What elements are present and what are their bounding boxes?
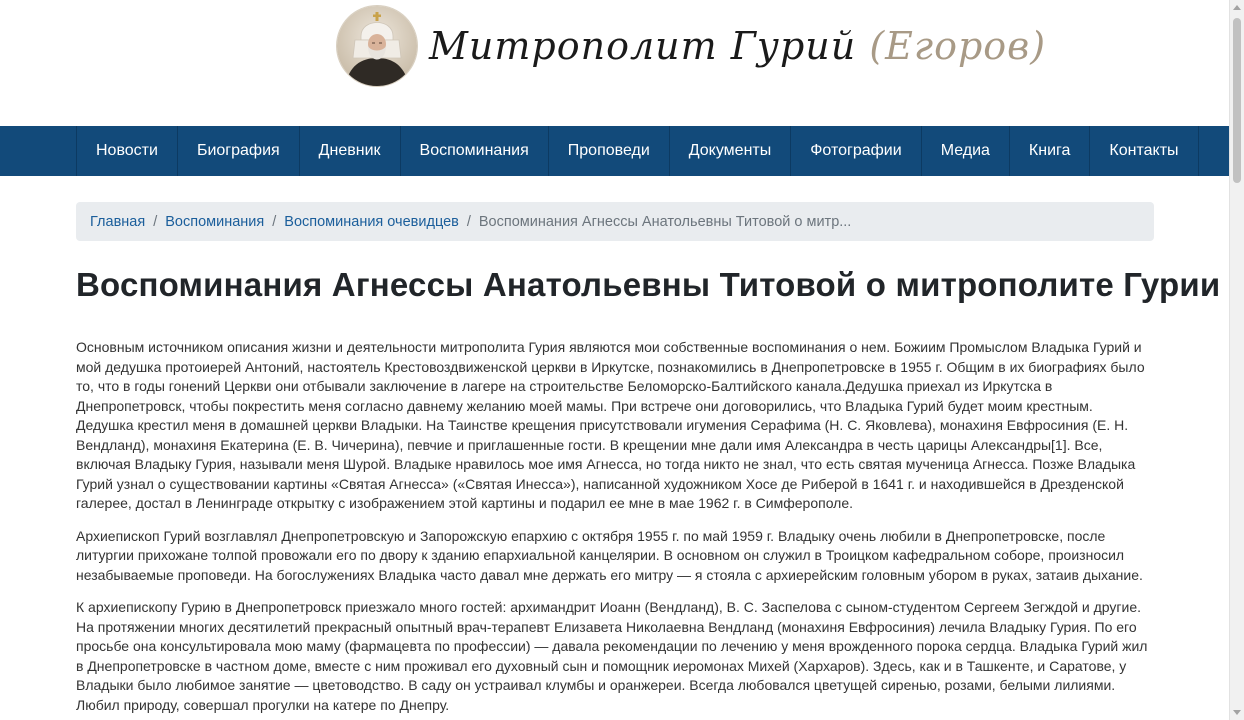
article-paragraph: К архиепископу Гурию в Днепропетровск приезжало много гостей: архимандрит Иоанн (Вендланд), В. С. Заспелова с сыном-студентом Сергеем Зегждой и другие. На протяжении многих десятилетий прекрасный опытный врач-терапевт Елизавета Николаевна Вендланд (монахиня Евфросиния) лечила Владыку Гурия. По его просьбе она консультировала мою маму (фармацевта по профессии) — давала рекомендации по лечению у меня врожденного порока сердца. Владыка Гурий жил в Днепропетровске в частном доме, вместе с ним проживал его духовный сын и помощник иеромонах Михей (Хархаров). Здесь, как и в Ташкенте, и Саратове, у Владыки было любимое занятие — цветоводство. В саду он устраивал клумбы и оранжереи. Всегда любовался цветущей сиренью, розами, белыми лилиями. Любил природу, совершал прогулки на катере по Днепру. [76,599,1148,713]
metropolitan-portrait-image [337,6,417,86]
breadcrumb-link-eyewitness-memoirs[interactable]: Воспоминания очевидцев [284,213,459,230]
scroll-up-arrow-icon[interactable] [1233,5,1241,10]
breadcrumb-separator: / [466,213,471,230]
nav-item-biography[interactable]: Биография [178,126,300,176]
article-body [76,338,1154,720]
nav-item-documents[interactable]: Документы [670,126,791,176]
main-navbar [0,126,1230,176]
nav-item-media[interactable]: Медиа [922,126,1010,176]
nav-item-book[interactable]: Книга [1010,126,1090,176]
breadcrumb-current: Воспоминания Агнессы Анатольевны Титовой о митр... [478,213,852,230]
page-scrollbar[interactable] [1229,0,1244,720]
article-paragraph: Основным источником описания жизни и деятельности митрополита Гурия являются мои собственные воспоминания о нем. Божиим Промыслом Владыка Гурий и мой дедушка протоиерей Антоний, настоятель Крестовоздвиженской церкви в Иркутске, познакомились в Днепропетровске в 1955 г. Общим в их биографиях было то, что в годы гонений Церкви они отбывали заключение в лагере на строительстве Беломорско-Балтийского канала.Дедушка приехал из Иркутска в Днепропетровск, чтобы покрестить меня согласно давнему желанию моей мамы. При встрече они договорились, что Владыка Гурий будет моим крестным. Дедушка крестил меня в домашней церкви Владыки. На Таинстве крещения присутствовали игумения Серафима (Н. С. Яковлева), монахиня Евфросиния (Е. Н. Вендланд), монахиня Екатерина (Е. В. Чичерина), певчие и приглашенные гости. В крещении мне дали имя Александра в честь царицы Александры[1]. Все, включая Владыку Гурия, называли меня Шурой. Владыке нравилось мое имя Агнесса, но тогда никто не знал, что есть святая мученица Агнесса. Позже Владыка Гурий узнал о существовании картины «Святая Агнесса» («Святая Инесса»), написанной художником Хосе де Риберой в 1641 г. и находившейся в Дрезденской галерее, достал в Ленинграде открытку с изображением этой картины и подарил ее мне в мае 1962 г. в Симферополе. [76,339,1145,511]
breadcrumb-link-memoirs[interactable]: Воспоминания [165,213,265,230]
nav-item-contacts[interactable]: Контакты [1090,126,1198,176]
logo-title-surname: (Егоров) [869,24,1047,68]
scroll-down-arrow-icon[interactable] [1233,710,1241,715]
site-header [0,0,1230,126]
page-title: Воспоминания Агнессы Анатольевны Титовой о митрополите Гурии [76,266,1221,303]
nav-item-diary[interactable]: Дневник [300,126,401,176]
article-paragraph: Архиепископ Гурий возглавлял Днепропетровскую и Запорожскую епархию с октября 1955 г. по май 1959 г. Владыку очень любили в Днепропетровске, после литургии прихожане толпой провожали его по двору к зданию епархиальной канцелярии. В основном он служил в Троицком кафедральном соборе, произносил незабываемые проповеди. На богослужениях Владыка часто давал мне держать его митру — я стояла с архиерейским головным убором в руках, затаив дыхание. [76,527,1143,583]
breadcrumb [76,202,1154,241]
breadcrumb-link-home[interactable]: Главная [90,213,146,230]
nav-item-sermons[interactable]: Проповеди [549,126,670,176]
nav-menu [76,126,1199,176]
logo-title [429,24,1046,68]
nav-item-memoirs[interactable]: Воспоминания [401,126,549,176]
nav-item-photos[interactable]: Фотографии [791,126,921,176]
logo-title-name: Митрополит Гурий [429,24,857,68]
site-logo[interactable] [337,6,1046,86]
breadcrumb-separator: / [153,213,158,230]
nav-item-news[interactable]: Новости [77,126,178,176]
scrollbar-thumb[interactable] [1233,18,1241,183]
breadcrumb-separator: / [272,213,277,230]
